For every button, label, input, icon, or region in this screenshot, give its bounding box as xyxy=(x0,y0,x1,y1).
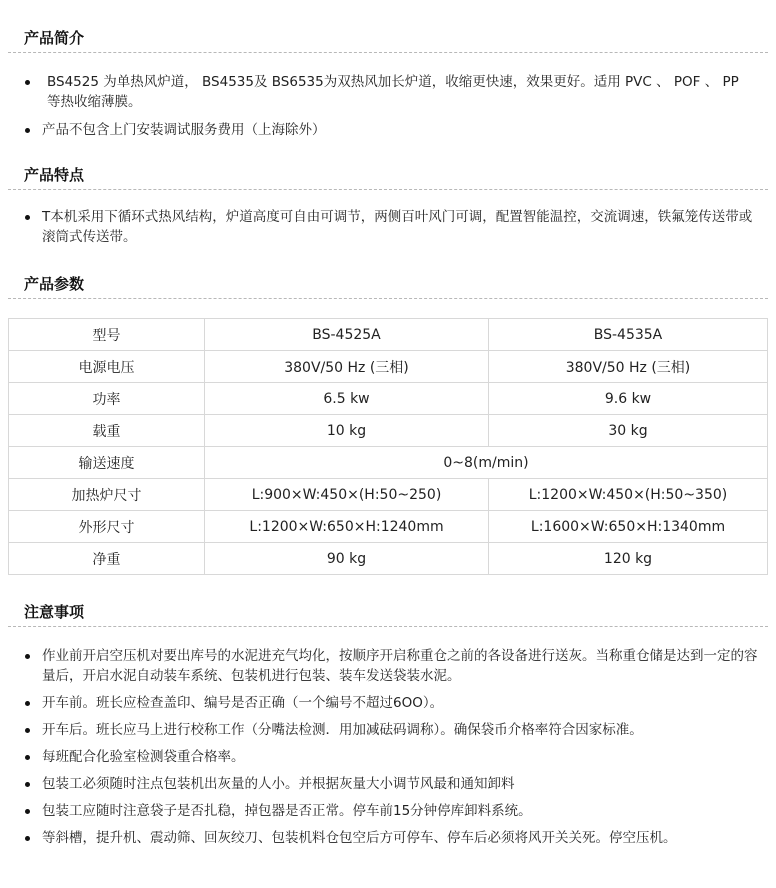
table-row xyxy=(9,543,768,575)
table-row xyxy=(9,351,768,383)
param-value-b: L:1200×W:450×(H:50~350) xyxy=(489,479,768,511)
intro-heading: 产品简介 xyxy=(24,29,85,47)
param-label: 电源电压 xyxy=(9,351,205,383)
param-value-a: 6.5 kw xyxy=(205,383,489,415)
param-value-a: 10 kg xyxy=(205,415,489,447)
params-table xyxy=(8,318,768,575)
table-row xyxy=(9,383,768,415)
features-divider xyxy=(8,189,768,190)
param-value-b: 380V/50 Hz (三相) xyxy=(489,351,768,383)
list-item: 作业前开启空压机对要出库号的水泥进充气均化，按顺序开启称重仓之前的各设备进行送灰。当称重仓储是达到一定的容量后，开启水泥自动装车系统、包装机进行包装、装车发送袋装水泥。 xyxy=(18,646,768,686)
params-section xyxy=(8,247,768,575)
param-value-a: L:900×W:450×(H:50~250) xyxy=(205,479,489,511)
param-value-merged: 0~8(m/min) xyxy=(205,447,768,479)
table-row xyxy=(9,415,768,447)
param-value-a: 380V/50 Hz (三相) xyxy=(205,351,489,383)
list-item: BS4525 为单热风炉道， BS4535及 BS6535为双热风加长炉道，收缩更快速，效果更好。适用 PVC 、 POF 、 PP 等热收缩薄膜。 xyxy=(18,72,768,112)
list-item: 开车后。班长应马上进行校称工作（分嘴法检测．用加减砝码调称）。确保袋币介格率符合因家标准。 xyxy=(18,720,768,740)
list-item: 开车前。班长应检查盖印、编号是否正确（一个编号不超过6OO）。 xyxy=(18,693,768,713)
intro-section xyxy=(8,0,768,140)
features-heading: 产品特点 xyxy=(24,166,85,184)
features-list xyxy=(8,207,768,247)
param-value-b: 9.6 kw xyxy=(489,383,768,415)
param-value-b: BS-4535A xyxy=(489,319,768,351)
params-divider xyxy=(8,298,768,299)
list-item: T本机采用下循环式热风结构，炉道高度可自由可调节，两侧百叶风门可调，配置智能温控，交流调速，铁氟笼传送带或滚筒式传送带。 xyxy=(18,207,768,247)
list-item: 包装工应随时注意袋子是否扎稳，掉包器是否正常。停车前15分钟停库卸料系统。 xyxy=(18,801,768,821)
param-value-a: 90 kg xyxy=(205,543,489,575)
notes-list xyxy=(8,646,768,848)
param-value-b: 120 kg xyxy=(489,543,768,575)
table-row xyxy=(9,319,768,351)
param-value-a: L:1200×W:650×H:1240mm xyxy=(205,511,489,543)
intro-list xyxy=(8,72,768,140)
params-heading: 产品参数 xyxy=(24,275,85,293)
param-label: 输送速度 xyxy=(9,447,205,479)
notes-divider xyxy=(8,626,768,627)
notes-section xyxy=(8,575,768,848)
features-section xyxy=(8,140,768,247)
table-row xyxy=(9,511,768,543)
param-label: 功率 xyxy=(9,383,205,415)
table-row xyxy=(9,447,768,479)
list-item: 包装工必须随时注点包装机出灰量的人小。并根据灰量大小调节风最和通知卸料 xyxy=(18,774,768,794)
list-item: 产品不包含上门安装调试服务费用（上海除外） xyxy=(18,120,768,140)
notes-heading: 注意事项 xyxy=(24,603,85,621)
param-value-b: 30 kg xyxy=(489,415,768,447)
param-label: 载重 xyxy=(9,415,205,447)
param-value-b: L:1600×W:650×H:1340mm xyxy=(489,511,768,543)
param-label: 加热炉尺寸 xyxy=(9,479,205,511)
table-row xyxy=(9,479,768,511)
param-value-a: BS-4525A xyxy=(205,319,489,351)
list-item: 等斜槽，提升机、震动筛、回灰绞刀、包装机料仓包空后方可停车、停车后必须将风开关关死。停空压机。 xyxy=(18,828,768,848)
param-label: 净重 xyxy=(9,543,205,575)
param-label: 型号 xyxy=(9,319,205,351)
param-label: 外形尺寸 xyxy=(9,511,205,543)
intro-divider xyxy=(8,52,768,53)
list-item: 每班配合化验室检测袋重合格率。 xyxy=(18,747,768,767)
